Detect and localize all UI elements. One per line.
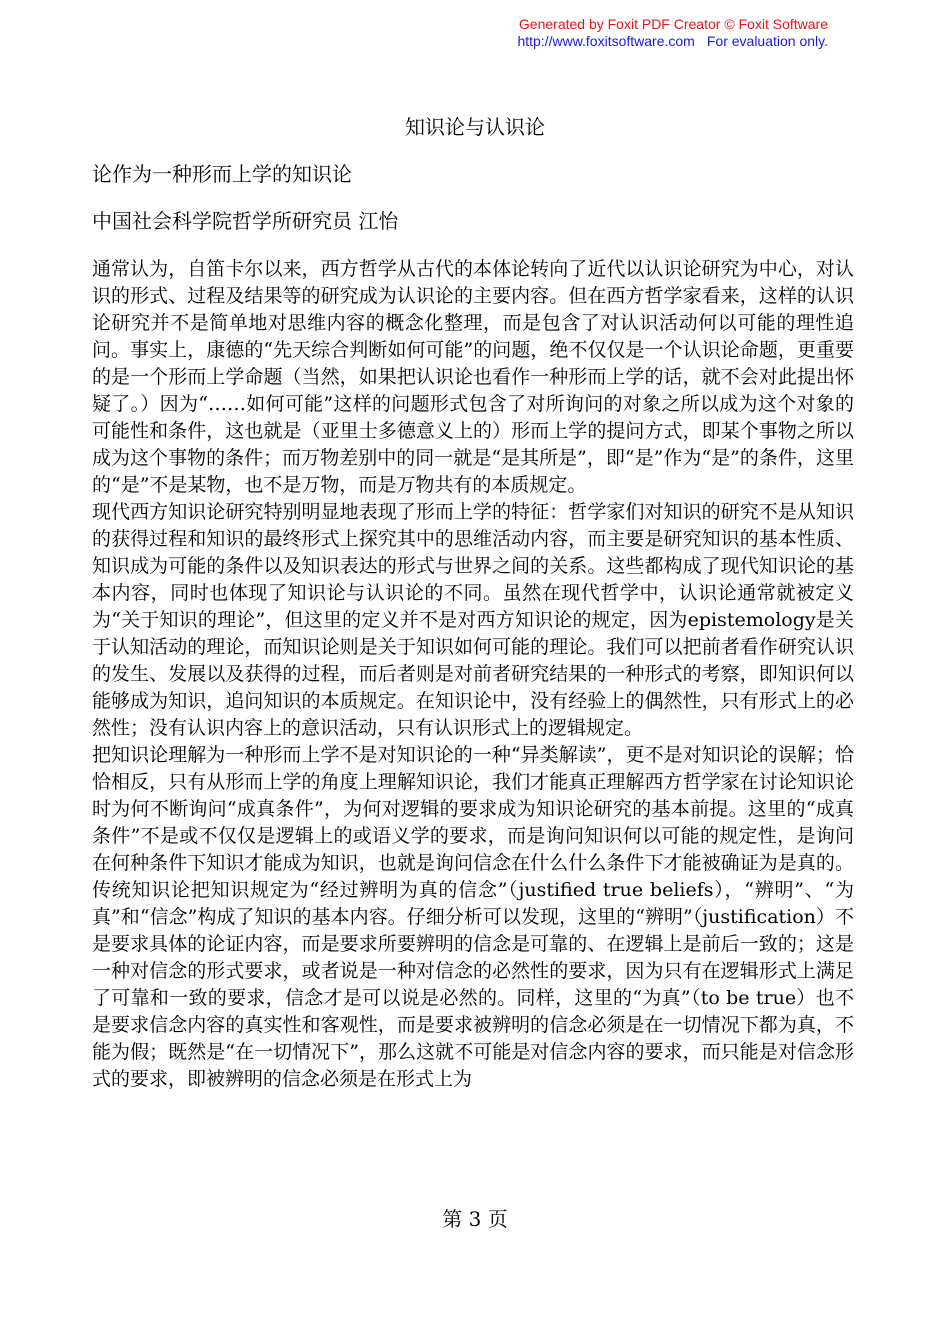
document-title: 知识论与认识论: [405, 115, 545, 139]
document-subtitle: 论作为一种形而上学的知识论: [92, 162, 352, 186]
author-line: 中国社会科学院哲学所研究员 江怡: [92, 209, 399, 233]
watermark-generator-line: Generated by Foxit PDF Creator © Foxit Software: [518, 16, 828, 32]
page-number: 第 3 页: [442, 1207, 508, 1231]
watermark-evaluation-note: For evaluation only.: [706, 33, 828, 49]
paragraph-1: 通常认为，自笛卡尔以来，西方哲学从古代的本体论转向了近代以认识论研究为中心，对认识的形式、过程及结果等的研究成为认识论的主要内容。但在西方哲学家看来，这样的认识论研究并不是简单地对思维内容的概念化整理，而是包含了对认识活动何以可能的理性追问。事实上，康德的“先天综合判断如何可能”的问题，绝不仅仅是一个认识论命题，更重要的是一个形而上学命题（当然，如果把认识论也看作一种形而上学的话，就不会对此提出怀疑了。）因为“……如何可能”这样的问题形式包含了对所询问的对象之所以成为这个对象的可能性和条件，这也就是（亚里士多德意义上的）形而上学的提问方式，即某个事物之所以成为这个事物的条件；而万物差别中的同一就是“是其所是”，即“是”作为“是”的条件，这里的“是”不是某物，也不是万物，而是万物共有的本质规定。: [92, 258, 854, 496]
foxit-watermark: [517, 16, 828, 50]
paragraph-2: 现代西方知识论研究特别明显地表现了形而上学的特征：哲学家们对知识的研究不是从知识的获得过程和知识的最终形式上探究其中的思维活动内容，而主要是研究知识的基本性质、知识成为可能的条件以及知识表达的形式与世界之间的关系。这些都构成了现代知识论的基本内容，同时也体现了知识论与认识论的不同。虽然在现代哲学中，认识论通常就被定义为“关于知识的理论”，但这里的定义并不是对西方知识论的规定，因为epistemology是关于认知活动的理论，而知识论则是关于知识如何可能的理论。我们可以把前者看作研究认识的发生、发展以及获得的过程，而后者则是对前者研究结果的一种形式的考察，即知识何以能够成为知识，追问知识的本质规定。在知识论中，没有经验上的偶然性，只有形式上的必然性；没有认识内容上的意识活动，只有认识形式上的逻辑规定。: [92, 501, 854, 739]
watermark-url-link[interactable]: http://www.foxitsoftware.com: [517, 33, 695, 49]
paragraph-3: 把知识论理解为一种形而上学不是对知识论的一种“异类解读”，更不是对知识论的误解；恰恰相反，只有从形而上学的角度上理解知识论，我们才能真正理解西方哲学家在讨论知识论时为何不断询问“成真条件”，为何对逻辑的要求成为知识论研究的基本前提。这里的“成真条件”不是或不仅仅是逻辑上的或语义学的要求，而是询问知识何以可能的规定性，是询问在何种条件下知识才能成为知识，也就是询问信念在什么什么条件下才能被确证为是真的。传统知识论把知识规定为“经过辨明为真的信念”（justified true beliefs），“辨明”、“为真”和“信念”构成了知识的基本内容。仔细分析可以发现，这里的“辨明”（justification）不是要求具体的论证内容，而是要求所要辨明的信念是可靠的、在逻辑上是前后一致的；这是一种对信念的形式要求，或者说是一种对信念的必然性的要求，因为只有在逻辑形式上满足了可靠和一致的要求，信念才是可以说是必然的。同样，这里的“为真”（to be true）也不是要求信念内容的真实性和客观性，而是要求被辨明的信念必须是在一切情况下都为真，不能为假；既然是“在一切情况下”，那么这就不可能是对信念内容的要求，而只能是对信念形式的要求，即被辨明的信念必须是在形式上为: [92, 744, 854, 1090]
watermark-url-line: [517, 33, 828, 50]
body-text: [92, 256, 854, 1093]
